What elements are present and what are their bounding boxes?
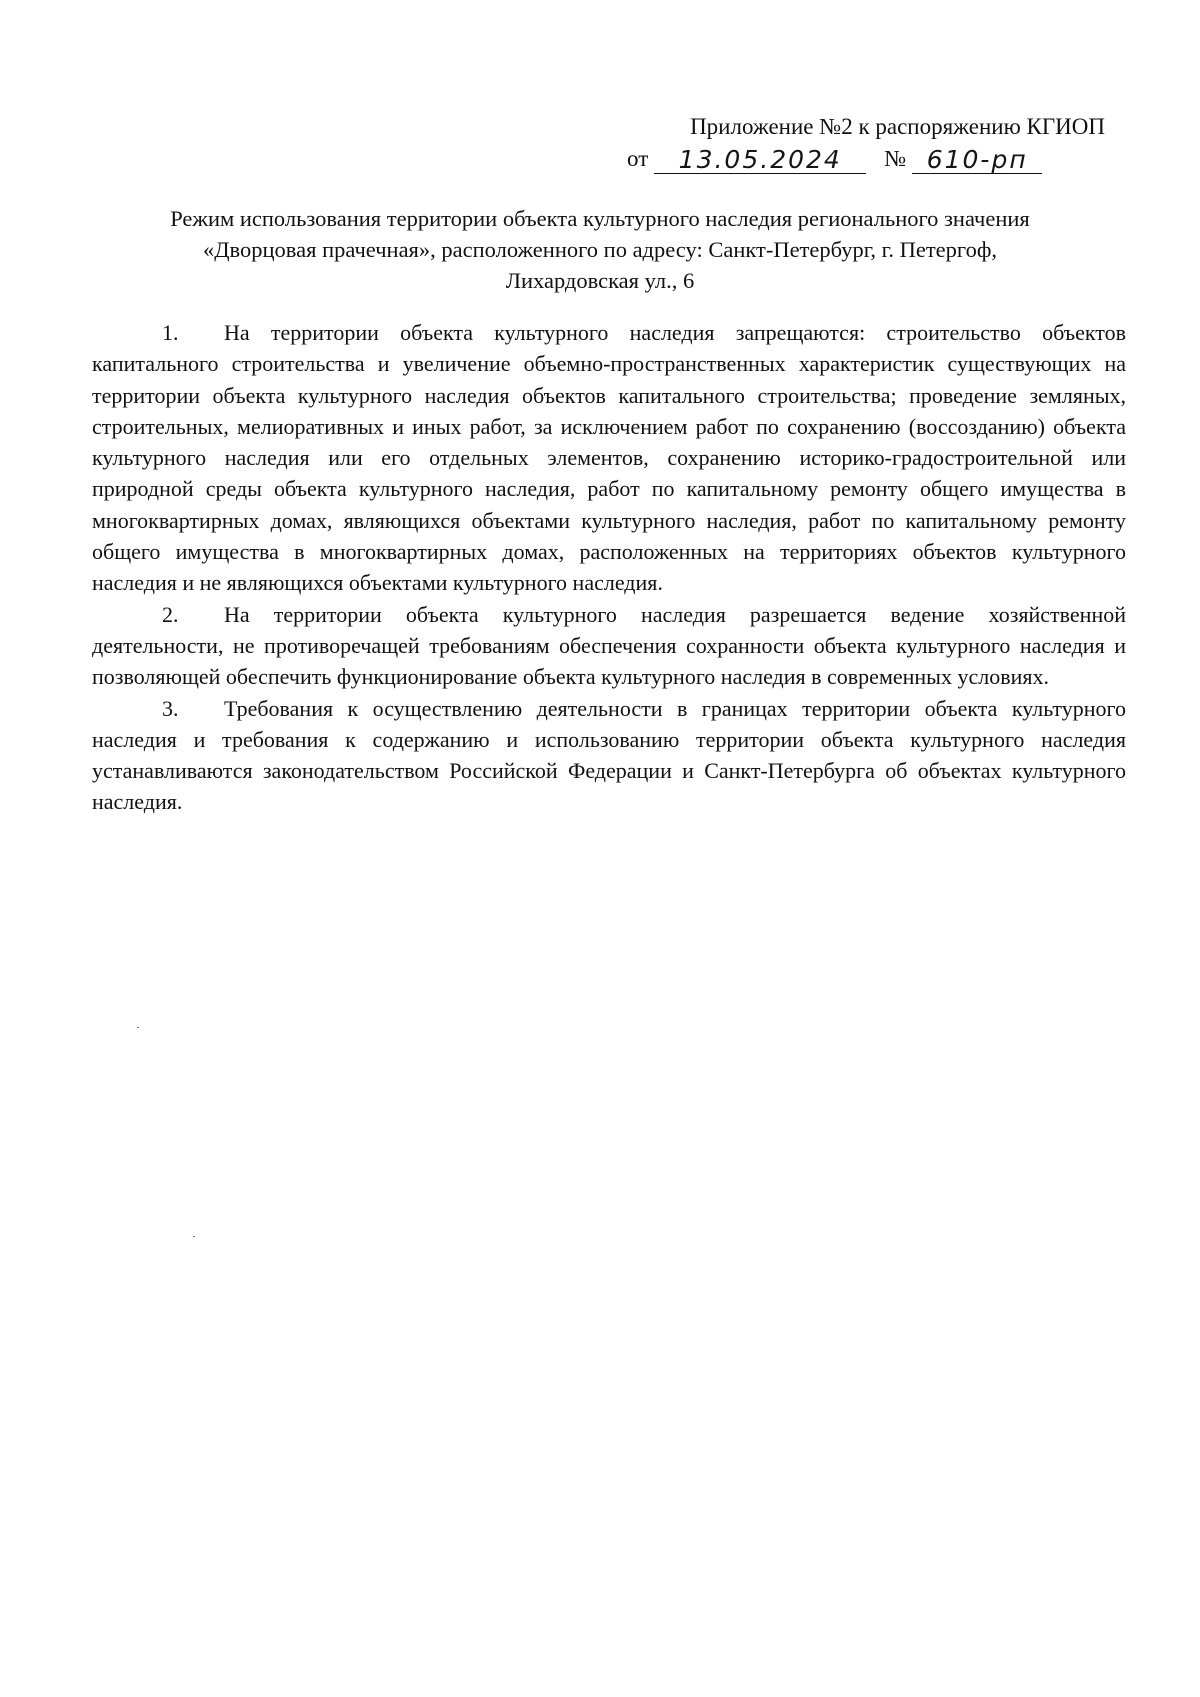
paragraph-number: 3. [162,695,179,721]
document-header [620,112,1120,174]
title-line: Лихардовская ул., 6 [505,268,695,293]
numbered-paragraph [92,599,1126,693]
paragraph-text: На территории объекта культурного наследия разрешается ведение хозяйственной деятельности, не противоречащей требованиям обеспечения сохранности объекта культурного наследия и позволяющей обеспечить функционирование объекта культурного наследия в современных условиях. [92,601,1126,690]
from-label: от [627,146,649,171]
title-line: «Дворцовая прачечная», расположенного по адресу: Санкт-Петербург, г. Петергоф, [202,237,998,262]
paragraph-text: На территории объекта культурного наследия запрещаются: строительство объектов капитального строительства и увеличение объемно-пространственных характеристик существующих на территории объекта культурного наследия объектов капитального строительства; проведение земляных, строительных, мелиоративных и иных работ, за исключением работ по сохранению (воссозданию) объекта культурного наследия или его отдельных элементов, сохранению историко-градостроительной или природной среды объекта культурного наследия, работ по капитальному ремонту общего имущества в многоквартирных домах, являющихся объектами культурного наследия, работ по капитальному ремонту общего имущества в многоквартирных домах, расположенных на территориях объектов культурного наследия и не являющихся объектами культурного наследия. [92,320,1126,596]
title-line: Режим использования территории объекта культурного наследия регионального значения [170,206,1030,231]
scan-speck [193,1236,195,1237]
number-label: № [884,146,907,171]
paragraph-number: 1. [162,320,179,345]
paragraph-text: Требования к осуществлению деятельности в границах территории объекта культурного наследия и требования к содержанию и использованию территории объекта культурного наследия устанавливаются законодательством Российской Федерации и Санкт-Петербурга об объектах культурного наследия. [92,695,1126,815]
scan-speck [137,1027,139,1028]
numbered-paragraph [92,693,1126,818]
document-title [110,203,1090,296]
paragraph-number: 2. [162,601,179,627]
document-body [92,317,1126,818]
handwritten-date: 13.05.2024 [654,145,866,174]
handwritten-order-number: 610-рп [912,145,1042,174]
order-details [620,144,1120,174]
numbered-paragraph [92,317,1126,599]
annex-reference: Приложение №2 к распоряжению КГИОП [690,114,1105,139]
